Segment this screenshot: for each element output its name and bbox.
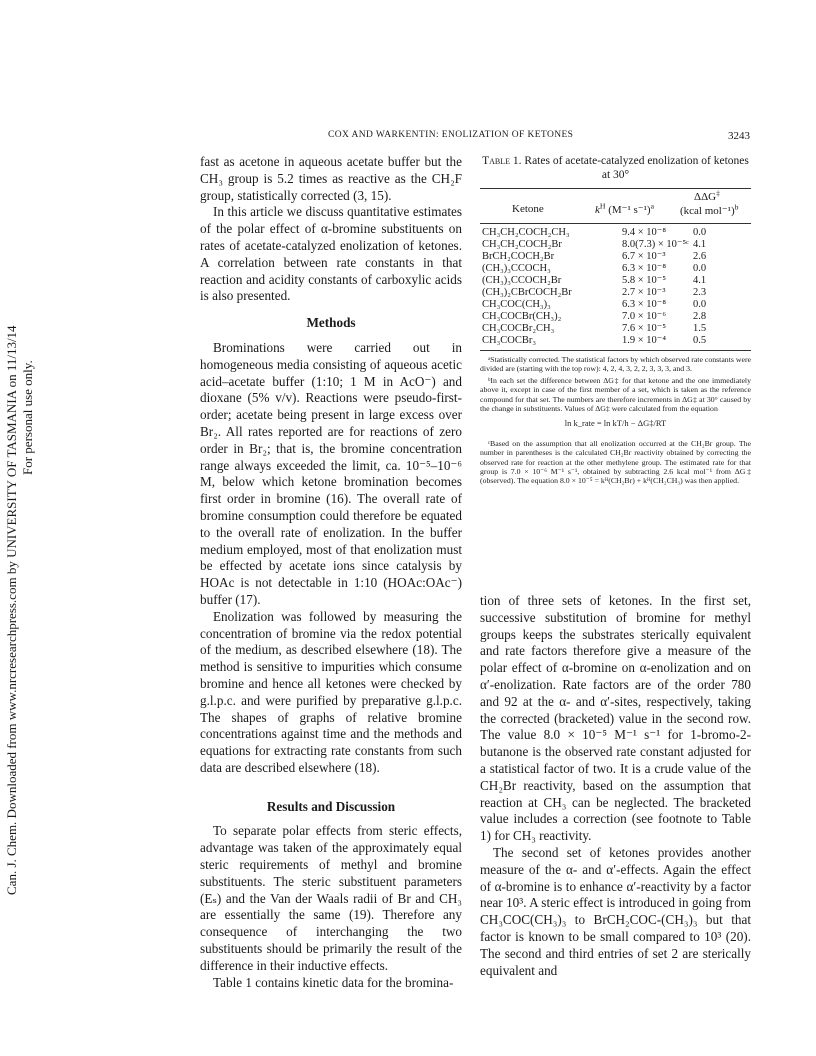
- cell-rate: 2.7 × 10⁻³: [622, 287, 666, 298]
- footnote-b: ᵇIn each set the difference between ΔG‡ for that ketone and the one immediately above it, except in case of the first member of a set, which is taken as the reference compound for that set. The numbers are therefore increments in ΔG‡ at 30° caused by the change in substituents. Values of ΔG‡ were calculated from the equation: [480, 375, 751, 414]
- cell-rate: 5.8 × 10⁻⁵: [622, 275, 666, 286]
- table-row: [480, 299, 751, 311]
- cell-ddg: 0.5: [693, 335, 707, 346]
- left-column: [200, 154, 462, 991]
- ddg-units: (kcal mol⁻¹): [680, 205, 735, 217]
- paragraph: Enolization was followed by measuring the concentration of bromine via the redox potential of the medium, as described elsewhere (18). The method is sensitive to impurities which consume bromine and hence all ketones were checked by g.l.p.c. and were purified by preparative g.l.p.c. The shapes of graphs of relative bromine concentrations against time and the methods and equations for extracting rate constants from such data are described elsewhere (18).: [200, 608, 462, 775]
- table-1: [480, 154, 751, 488]
- table-row: [480, 227, 751, 239]
- cell-ketone: CH₃COCBr₂CH₃: [482, 323, 555, 334]
- paragraph: tion of three sets of ketones. In the first set, successive substitution of bromine for methyl groups keeps the substrates sterically equivalent and rate factors therefore give a measure of the polar effect of α-bromine on α-enolization and on α′-enolization. Rate factors are of the order 780 and 92 at the α- and α′-sites, respectively, taking the corrected (bracketed) value in the second row. The value 8.0 × 10⁻⁵ M⁻¹ s⁻¹ for 1-bromo-2-butanone is the observed rate constant adjusted for a statistical factor of two. It is a crude value of the CH₂Br reactivity, based on the assumption that reaction at CH₃ can be neglected. The bracketed value includes a correction (see footnote to Table 1) for CH₃ reactivity.: [480, 593, 751, 844]
- table-row: [480, 323, 751, 335]
- col-header-ddg: [694, 188, 720, 203]
- cell-rate: 9.4 × 10⁻⁸: [622, 227, 666, 238]
- footnote-equation: ln k_rate = ln kT/h − ΔG‡/RT: [564, 418, 667, 429]
- table-row: [480, 251, 751, 263]
- table-row: [480, 263, 751, 275]
- cell-ddg: 2.6: [693, 251, 707, 262]
- cell-ddg: 4.1: [693, 275, 707, 286]
- cell-rate: 7.6 × 10⁻⁵: [622, 323, 666, 334]
- cell-ketone: CH₃COC(CH₃)₃: [482, 299, 551, 310]
- paragraph: To separate polar effects from steric effects, advantage was taken of the approximately equal steric requirements of methyl and bromine substituents. The steric substituent parameters (Eₛ) and the Van der Waals radii of Br and CH₃ are essentially the same (19). Therefore any consequence of interchanging the two substituents should be primarily the result of the difference in their inductive effects.: [200, 823, 462, 973]
- cell-ddg: 0.0: [693, 263, 707, 274]
- cell-rate: 6.3 × 10⁻⁸: [622, 299, 666, 310]
- cell-rate: 6.7 × 10⁻³: [622, 251, 666, 262]
- cell-ketone: CH₃COCBr₃: [482, 335, 536, 346]
- paragraph: fast as acetone in aqueous acetate buffer but the CH₃ group is 5.2 times as reactive as the CH₂F group, statistically corrected (3, 15).: [200, 154, 462, 203]
- table-row: [480, 287, 751, 299]
- footnote-c: ᶜBased on the assumption that all enolization occurred at the CH₂Br group. The number in parentheses is the calculated CH₂Br reactivity obtained by correcting the observed rate for reaction at the other methylene group. The estimated rate for that group is 7.0 × 10⁻⁶ M⁻¹ s⁻¹, obtained by subtracting 2.6 kcal mol⁻¹ from ΔG‡ (observed). The equation 8.0 × 10⁻⁵ = kᴴ(CH₂Br) + kᴴ(CH₂CH₃) was then applied.: [480, 438, 751, 486]
- right-column: [480, 593, 751, 979]
- footnote-a: ᵃStatistically corrected. The statistical factors by which observed rate constants were divided are (starting with the top row): 4, 2, 4, 3, 2, 2, 3, 3, 3, and 3.: [480, 355, 751, 374]
- cell-ketone: CH₃CH₂COCH₂Br: [482, 239, 562, 250]
- cell-rate: 1.9 × 10⁻⁴: [622, 335, 666, 346]
- table-footnotes: [480, 355, 751, 486]
- rate-superscript: H: [599, 201, 606, 211]
- table-row: [480, 239, 751, 251]
- cell-rate: 7.0 × 10⁻⁶: [622, 311, 666, 322]
- cell-ddg: 0.0: [693, 227, 707, 238]
- section-heading-results: Results and Discussion: [266, 798, 396, 814]
- ddg-footnote-mark: b: [734, 202, 739, 212]
- cell-ketone: BrCH₂COCH₂Br: [482, 251, 555, 262]
- paragraph: Table 1 contains kinetic data for the bromina-: [213, 974, 454, 990]
- rate-footnote-mark: a: [650, 201, 654, 211]
- cell-ketone: (CH₃)₃CCOCH₃: [482, 263, 551, 274]
- ddg-symbol: ΔΔG: [694, 191, 717, 203]
- table-caption: [480, 154, 751, 182]
- page-number: 3243: [728, 130, 750, 142]
- rate-units: (M⁻¹ s⁻¹): [605, 204, 651, 216]
- table-bottom-rule: [480, 350, 751, 351]
- table-row: [480, 335, 751, 347]
- col-header-ddg-units: [680, 204, 738, 217]
- cell-ddg: 4.1: [693, 239, 707, 250]
- table-header: [480, 189, 751, 223]
- ddg-superscript: ‡: [716, 188, 720, 198]
- cell-ketone: CH₃CH₂COCH₂CH₃: [482, 227, 570, 238]
- table-row: [480, 311, 751, 323]
- paragraph: The second set of ketones provides another measure of the α- and α′-effects. Again the effect of α-bromine is to enhance α′-reactivity by a factor near 10³. A steric effect is introduced in going from CH₃COC(CH₃)₃ to BrCH₂COC-(CH₃)₃ but that factor is known to be small compared to 10³ (20). The second and third entries of set 2 are sterically equivalent and: [480, 844, 751, 978]
- download-watermark: [0, 150, 40, 900]
- table-title: Rates of acetate-catalyzed enolization of ketones at 30°: [524, 155, 749, 181]
- watermark-line-2: For personal use only.: [20, 360, 35, 475]
- cell-ketone: CH₃COCBr(CH₃)₂: [482, 311, 562, 322]
- cell-ketone: (CH₃)₂CBrCOCH₂Br: [482, 287, 572, 298]
- section-heading-methods: Methods: [306, 315, 356, 331]
- cell-rate: 8.0(7.3) × 10⁻⁵ᶜ: [622, 239, 689, 250]
- paragraph: Brominations were carried out in homogeneous media consisting of aqueous acetic acid–acetate buffer (1:10; 1 M in AcO⁻) and dioxane (5% v/v). Reactions were pseudo-first-order; acetate being present in large excess over Br₂. All rates reported are for reactions of zero order in Br₂; that is, the bromine concentration range always exceeded the limit, ca. 10⁻⁵–10⁻⁶ M, below which ketone bromination becomes first order in bromine (16). The overall rate of bromine consumption could therefore be equated to the overall rate of enolization. In the buffer medium employed, most of that enolization must be effected by acetate ions since catalysis by HOAc is not detectable in 1:10 (HOAc:OAc⁻) buffer (17).: [200, 339, 462, 607]
- paragraph: In this article we discuss quantitative estimates of the polar effect of α-bromine substituents on rates of acetate-catalyzed enolization of ketones. A correlation between rate constants in that reaction and acidity constants of carboxylic acids is also presented.: [200, 204, 462, 304]
- table-label: Table 1.: [482, 155, 522, 167]
- col-header-rate: [595, 203, 654, 216]
- table-row: [480, 275, 751, 287]
- table-header-rule: [480, 223, 751, 224]
- cell-ddg: 1.5: [693, 323, 707, 334]
- cell-ddg: 2.8: [693, 311, 707, 322]
- rate-symbol: k: [595, 204, 600, 216]
- col-header-ketone: Ketone: [512, 203, 544, 215]
- watermark-line-1: Can. J. Chem. Downloaded from www.nrcresearchpress.com by UNIVERSITY OF TASMANIA on 11/13/14: [4, 325, 19, 895]
- running-title: COX AND WARKENTIN: ENOLIZATION OF KETONES: [328, 130, 574, 140]
- table-body: [480, 227, 751, 347]
- cell-rate: 6.3 × 10⁻⁸: [622, 263, 666, 274]
- cell-ddg: 2.3: [693, 287, 707, 298]
- cell-ddg: 0.0: [693, 299, 707, 310]
- cell-ketone: (CH₃)₃CCOCH₂Br: [482, 275, 562, 286]
